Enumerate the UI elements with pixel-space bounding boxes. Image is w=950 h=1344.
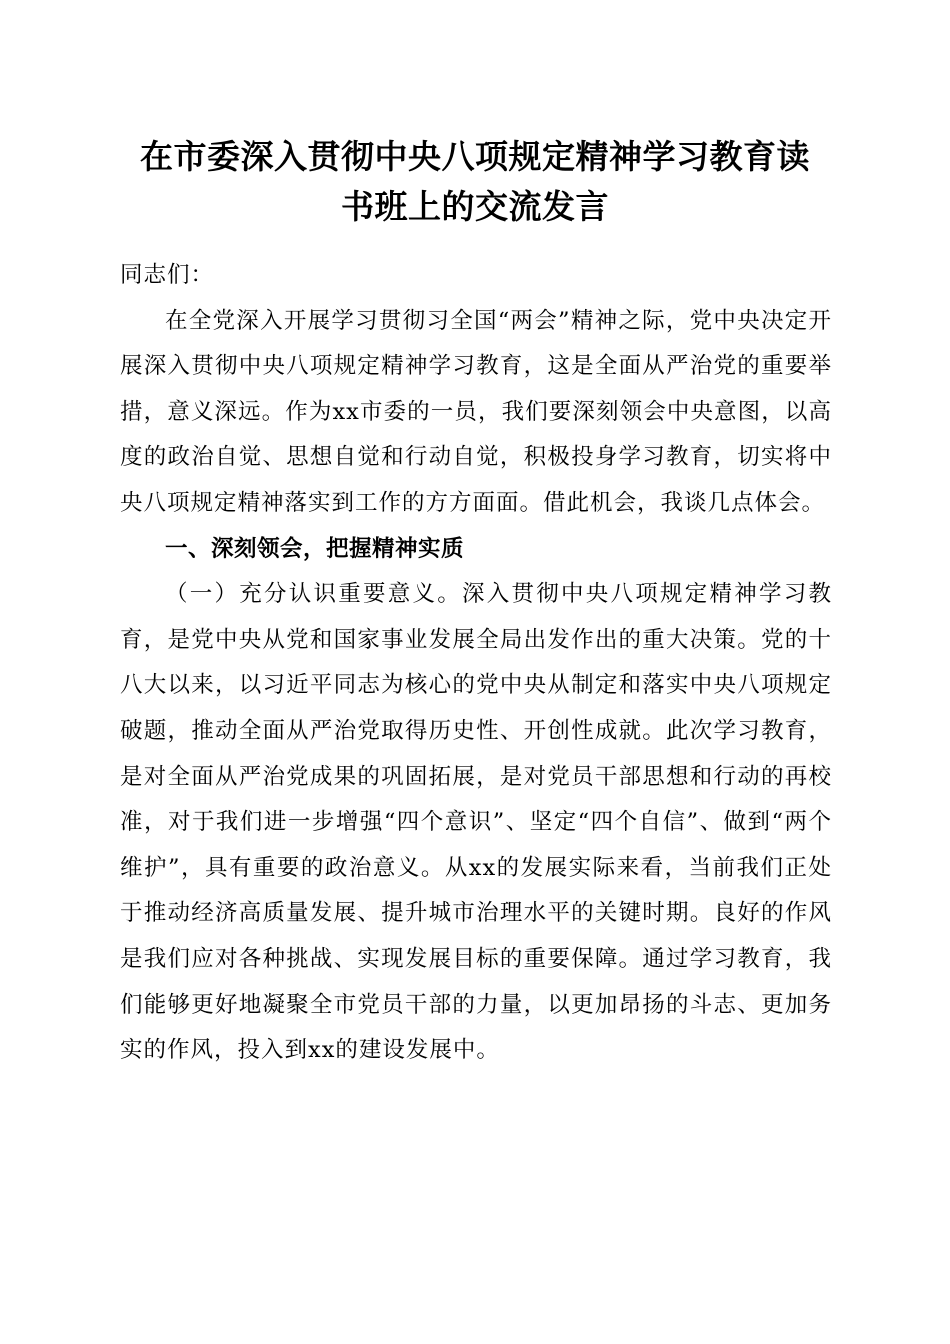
section-heading: 一、深刻领会，把握精神实质 [165,535,465,562]
document-body [120,253,832,1074]
subsection-body: 深入贯彻中央八项规定精神学习教育，是党中央从党和国家事业发展全局出发作出的重大决策。党的十八大以来，以习近平同志为核心的党中央从制定和落实中央八项规定破题，推动全面从严治党取得历史性、开创性成就。此次学习教育，是对全面从严治党成果的巩固拓展，是对党员干部思想和行动的再校准，对于我们进一步增强“四个意识”、坚定“四个自信”、做到“两个维护”，具有重要的政治意义。从xx的发展实际来看，当前我们正处于推动经济高质量发展、提升城市治理水平的关键时期。良好的作风是我们应对各种挑战、实现发展目标的重要保障。通过学习教育，我们能够更好地凝聚全市党员干部的力量，以更加昂扬的斗志、更加务实的作风，投入到xx的建设发展中。 [120,581,832,1064]
subsection-lead: （一）充分认识重要意义。 [165,581,462,608]
document-title [100,132,850,232]
title-line-2: 书班上的交流发言 [341,187,609,226]
title-line-1: 在市委深入贯彻中央八项规定精神学习教育读 [140,137,810,176]
intro-paragraph: 在全党深入开展学习贯彻习全国“两会”精神之际，党中央决定开展深入贯彻中央八项规定精神学习教育，这是全面从严治党的重要举措，意义深远。作为xx市委的一员，我们要深刻领会中央意图，以高度的政治自觉、思想自觉和行动自觉，积极投身学习教育，切实将中央八项规定精神落实到工作的方方面面。借此机会，我谈几点体会。 [120,307,832,516]
subsection-paragraph [120,572,832,1074]
salutation: 同志们： [120,262,215,288]
